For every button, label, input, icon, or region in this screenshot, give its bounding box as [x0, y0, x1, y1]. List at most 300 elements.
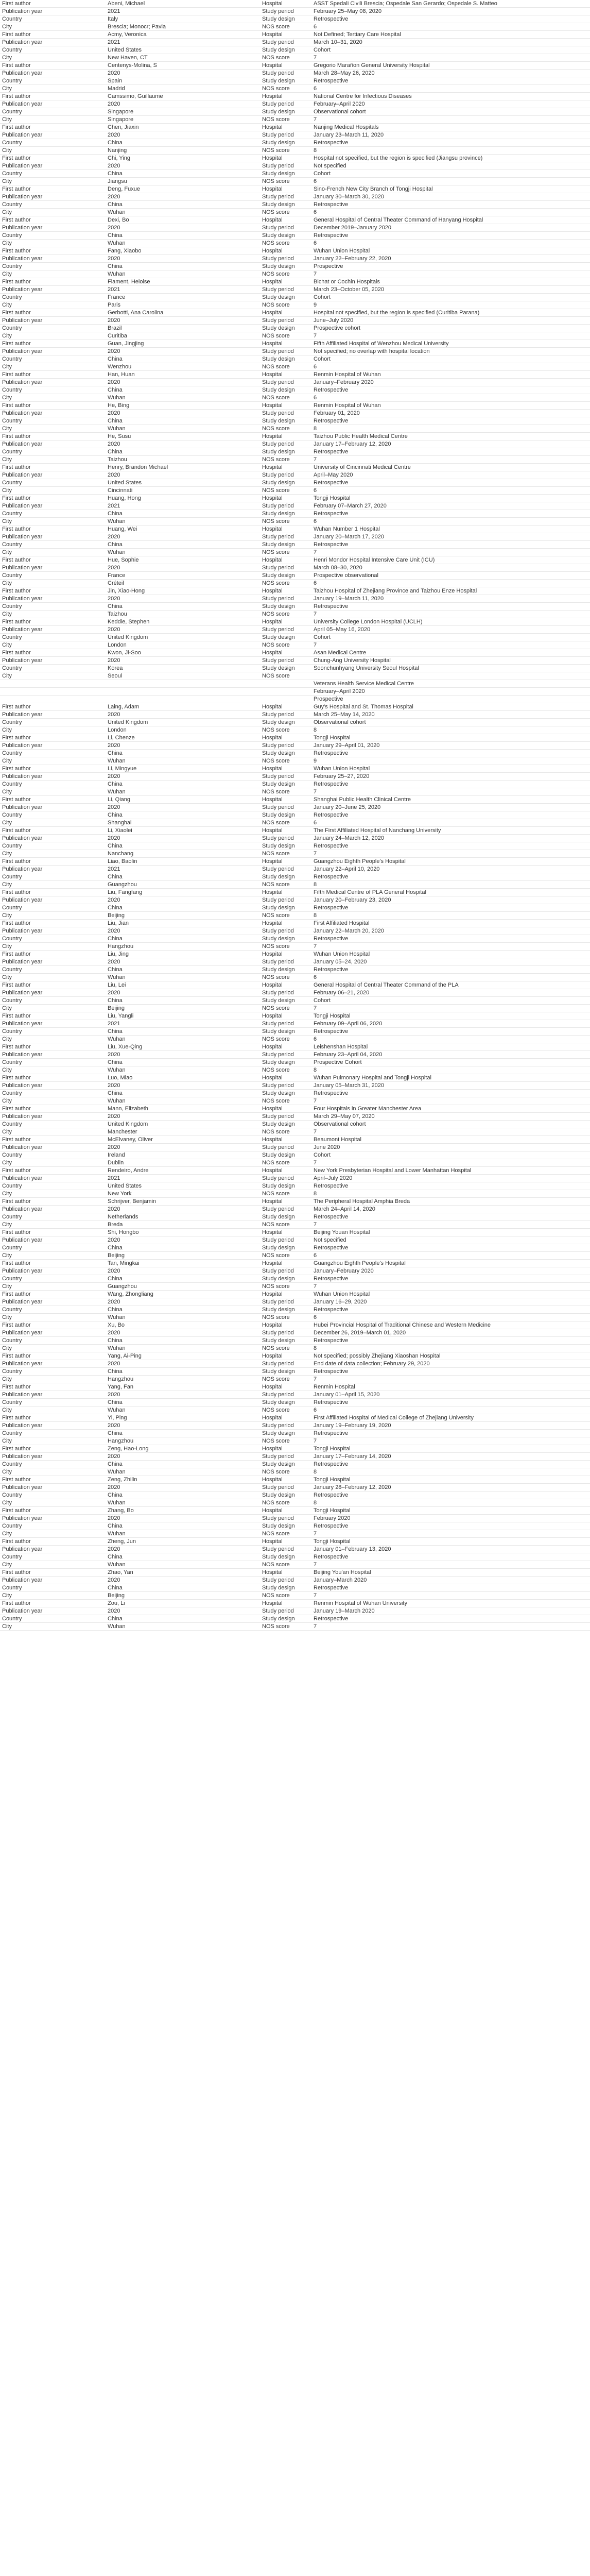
field-value: 2020: [106, 410, 260, 417]
field-label: Hospital: [260, 433, 311, 440]
field-label: NOS score: [260, 549, 311, 556]
field-label: Publication year: [0, 440, 106, 448]
field-value: 2020: [106, 1360, 260, 1368]
field-value: 2021: [106, 1020, 260, 1028]
table-row: [0, 1530, 590, 1538]
field-label: Study design: [260, 935, 311, 943]
field-label: Study period: [260, 1546, 311, 1553]
field-label: Publication year: [0, 1144, 106, 1151]
empty-cell: [0, 696, 106, 703]
table-row: [0, 15, 590, 23]
field-value: Renmin Hospital: [311, 1383, 590, 1391]
field-label: Hospital: [260, 1383, 311, 1391]
field-value: Liu, Xue-Qing: [106, 1043, 260, 1051]
field-value: China: [106, 1430, 260, 1437]
table-row: [0, 1136, 590, 1144]
table-row: [0, 77, 590, 85]
field-value: China: [106, 966, 260, 974]
field-value: Prospective: [311, 263, 590, 270]
field-value: Hue, Sophie: [106, 556, 260, 564]
field-label: Study design: [260, 479, 311, 487]
field-value: Retrospective: [311, 479, 590, 487]
field-value: Retrospective: [311, 386, 590, 394]
field-value: Liu, Yangli: [106, 1012, 260, 1020]
field-label: Publication year: [0, 1546, 106, 1553]
field-label: Study design: [260, 417, 311, 425]
field-value: China: [106, 603, 260, 611]
field-label: Publication year: [0, 379, 106, 386]
field-label: Publication year: [0, 1206, 106, 1213]
table-row: [0, 734, 590, 742]
field-label: Hospital: [260, 1569, 311, 1577]
field-value: February 2020: [311, 1515, 590, 1522]
empty-cell: [106, 680, 260, 688]
field-value: London: [106, 641, 260, 649]
field-value: Wuhan: [106, 1406, 260, 1414]
field-label: Hospital: [260, 1507, 311, 1515]
field-value: New York Presbyterian Hospital and Lower Manhattan Hospital: [311, 1167, 590, 1175]
table-row: [0, 595, 590, 603]
field-value: China: [106, 750, 260, 757]
field-label: Study design: [260, 1492, 311, 1499]
field-value: 2020: [106, 317, 260, 325]
field-label: City: [0, 974, 106, 981]
table-row: [0, 1577, 590, 1584]
field-label: Hospital: [260, 587, 311, 595]
field-label: Hospital: [260, 340, 311, 348]
field-value: January 19–February 19, 2020: [311, 1422, 590, 1430]
table-row: [0, 332, 590, 340]
field-value: 8: [311, 1190, 590, 1198]
field-value: He, Bing: [106, 402, 260, 410]
field-label: City: [0, 147, 106, 155]
field-value: Prospective cohort: [311, 325, 590, 332]
field-value: China: [106, 997, 260, 1005]
field-value: Wuhan: [106, 788, 260, 796]
field-value: 8: [311, 726, 590, 734]
field-label: Study period: [260, 1515, 311, 1522]
field-value: Fifth Affiliated Hospital of Wenzhou Medical University: [311, 340, 590, 348]
field-label: First author: [0, 340, 106, 348]
field-label: Publication year: [0, 70, 106, 77]
field-value: Renmin Hospital of Wuhan: [311, 371, 590, 379]
field-value: Zou, Li: [106, 1600, 260, 1607]
field-value: Prospective Cohort: [311, 1059, 590, 1066]
field-value: Hangzhou: [106, 943, 260, 951]
field-label: Publication year: [0, 1175, 106, 1182]
field-label: City: [0, 1406, 106, 1414]
field-label: Study period: [260, 8, 311, 15]
field-label: Hospital: [260, 464, 311, 471]
table-row: [0, 1476, 590, 1484]
field-label: Study design: [260, 1182, 311, 1190]
field-value: Wuhan: [106, 974, 260, 981]
field-label: Hospital: [260, 649, 311, 657]
field-label: First author: [0, 1260, 106, 1267]
table-row: [0, 464, 590, 471]
table-row: [0, 750, 590, 757]
field-label: First author: [0, 556, 106, 564]
table-row: [0, 1507, 590, 1515]
field-value: 7: [311, 1283, 590, 1291]
field-value: National Centre for Infectious Diseases: [311, 93, 590, 100]
field-label: Study period: [260, 742, 311, 750]
field-value: Tongji Hospital: [311, 1012, 590, 1020]
field-label: Country: [0, 1461, 106, 1468]
field-label: City: [0, 270, 106, 278]
field-value: 2020: [106, 1298, 260, 1306]
table-row: [0, 402, 590, 410]
field-value: Beijing: [106, 1005, 260, 1012]
field-label: Study period: [260, 1113, 311, 1121]
field-value: 7: [311, 1376, 590, 1383]
table-row: [0, 1445, 590, 1453]
table-row: [0, 1121, 590, 1128]
field-label: First author: [0, 247, 106, 255]
field-value: 6: [311, 363, 590, 371]
field-value: China: [106, 1553, 260, 1561]
field-value: China: [106, 201, 260, 209]
field-label: Country: [0, 904, 106, 912]
field-label: Study period: [260, 1391, 311, 1399]
field-value: 2020: [106, 1082, 260, 1090]
field-label: Study design: [260, 1522, 311, 1530]
table-row: [0, 278, 590, 286]
field-value: Wuhan: [106, 209, 260, 216]
field-value: January–February 2020: [311, 379, 590, 386]
field-label: City: [0, 788, 106, 796]
field-value: February 06–21, 2020: [311, 989, 590, 997]
field-value: Zheng, Jun: [106, 1538, 260, 1546]
field-label: Hospital: [260, 889, 311, 896]
table-row: [0, 835, 590, 842]
field-label: Hospital: [260, 1043, 311, 1051]
field-value: Leishenshan Hospital: [311, 1043, 590, 1051]
field-label: Country: [0, 1306, 106, 1314]
field-value: 2020: [106, 1391, 260, 1399]
table-row: [0, 1298, 590, 1306]
table-row-continuation: [0, 680, 590, 688]
field-value: Guangzhou Eighth People's Hospital: [311, 1260, 590, 1267]
field-value: 6: [311, 1036, 590, 1043]
field-label: Publication year: [0, 1577, 106, 1584]
field-value: 2020: [106, 1051, 260, 1059]
field-value: China: [106, 904, 260, 912]
field-value: Sino-French New City Branch of Tongji Hospital: [311, 185, 590, 193]
field-label: Publication year: [0, 39, 106, 46]
field-label: Country: [0, 1244, 106, 1252]
field-value: 2020: [106, 1329, 260, 1337]
table-row: [0, 1105, 590, 1113]
field-value: Ireland: [106, 1151, 260, 1159]
field-label: Country: [0, 325, 106, 332]
table-row: [0, 1097, 590, 1105]
field-value: End date of data collection; February 29, 2020: [311, 1360, 590, 1368]
field-label: NOS score: [260, 54, 311, 62]
field-value: January 22–March 20, 2020: [311, 927, 590, 935]
field-value: January 19–March 11, 2020: [311, 595, 590, 603]
table-row: [0, 1128, 590, 1136]
table-row: [0, 974, 590, 981]
table-row: [0, 804, 590, 811]
field-value: New York: [106, 1190, 260, 1198]
field-value: Cohort: [311, 997, 590, 1005]
table-row: [0, 773, 590, 781]
table-row: [0, 649, 590, 657]
field-label: First author: [0, 1414, 106, 1422]
field-value: 7: [311, 456, 590, 464]
table-row: [0, 131, 590, 139]
table-row: [0, 502, 590, 510]
field-value: China: [106, 541, 260, 549]
field-value: Chung-Ang University Hospital: [311, 657, 590, 665]
field-label: Hospital: [260, 1414, 311, 1422]
field-label: Country: [0, 572, 106, 580]
field-value: Cohort: [311, 294, 590, 301]
table-row: [0, 185, 590, 193]
field-value: China: [106, 263, 260, 270]
field-label: Hospital: [260, 1321, 311, 1329]
field-value: 2020: [106, 1546, 260, 1553]
field-value: 7: [311, 1221, 590, 1229]
table-row: [0, 1206, 590, 1213]
table-row: [0, 711, 590, 719]
field-value: Tongji Hospital: [311, 495, 590, 502]
field-value: 7: [311, 850, 590, 858]
field-value: Retrospective: [311, 1275, 590, 1283]
field-value: February 25–May 08, 2020: [311, 8, 590, 15]
field-label: Country: [0, 781, 106, 788]
field-value: January 05–March 31, 2020: [311, 1082, 590, 1090]
field-label: First author: [0, 889, 106, 896]
table-row: [0, 1074, 590, 1082]
field-label: Hospital: [260, 1538, 311, 1546]
field-value: Shanghai Public Health Clinical Centre: [311, 796, 590, 804]
field-value: 7: [311, 943, 590, 951]
field-value: 6: [311, 178, 590, 185]
field-label: Study design: [260, 1584, 311, 1592]
field-label: Study design: [260, 1028, 311, 1036]
table-row: [0, 1213, 590, 1221]
field-value: Wuhan: [106, 1561, 260, 1569]
field-value: Soonchunhyang University Seoul Hospital: [311, 665, 590, 672]
field-value: General Hospital of Central Theater Command of Hanyang Hospital: [311, 216, 590, 224]
field-label: NOS score: [260, 425, 311, 433]
field-value: Retrospective: [311, 1182, 590, 1190]
field-label: Country: [0, 1182, 106, 1190]
field-label: First author: [0, 278, 106, 286]
field-value: Hospital not specified, but the region is specified (Curitiba Parana): [311, 309, 590, 317]
field-label: NOS score: [260, 1406, 311, 1414]
field-value: Taizhou Hospital of Zhejiang Province and Taizhou Enze Hospital: [311, 587, 590, 595]
empty-cell: [260, 680, 311, 688]
field-label: NOS score: [260, 85, 311, 93]
table-row: [0, 1028, 590, 1036]
field-label: Country: [0, 108, 106, 116]
field-label: NOS score: [260, 1499, 311, 1507]
field-label: Study period: [260, 1453, 311, 1461]
field-label: Study period: [260, 866, 311, 873]
table-row: [0, 1175, 590, 1182]
field-value: Wuhan: [106, 1468, 260, 1476]
field-label: Study period: [260, 1236, 311, 1244]
field-label: Study design: [260, 997, 311, 1005]
field-value: February–April 2020: [311, 688, 590, 696]
table-row: [0, 100, 590, 108]
field-label: NOS score: [260, 881, 311, 889]
field-label: Publication year: [0, 502, 106, 510]
field-value: 2020: [106, 533, 260, 541]
field-value: Brazil: [106, 325, 260, 332]
field-label: Country: [0, 1151, 106, 1159]
table-row: [0, 1182, 590, 1190]
field-value: Wang, Zhongliang: [106, 1291, 260, 1298]
field-value: 7: [311, 788, 590, 796]
field-label: Study period: [260, 835, 311, 842]
field-value: 8: [311, 912, 590, 920]
field-value: 8: [311, 1468, 590, 1476]
table-row: [0, 394, 590, 402]
field-label: NOS score: [260, 672, 311, 680]
field-value: Retrospective: [311, 842, 590, 850]
field-label: Study period: [260, 379, 311, 386]
field-label: City: [0, 943, 106, 951]
table-row: [0, 1321, 590, 1329]
field-label: City: [0, 819, 106, 827]
table-row: [0, 641, 590, 649]
field-value: 6: [311, 1252, 590, 1260]
field-value: China: [106, 1028, 260, 1036]
field-value: 2020: [106, 657, 260, 665]
table-row: [0, 1422, 590, 1430]
field-value: Gerbotti, Ana Carolina: [106, 309, 260, 317]
field-label: Study design: [260, 873, 311, 881]
field-label: Study design: [260, 1213, 311, 1221]
table-row: [0, 1229, 590, 1236]
field-label: First author: [0, 309, 106, 317]
field-label: Publication year: [0, 1329, 106, 1337]
table-row: [0, 155, 590, 162]
table-row: [0, 201, 590, 209]
table-row: [0, 216, 590, 224]
field-label: NOS score: [260, 1252, 311, 1260]
field-label: Hospital: [260, 309, 311, 317]
field-label: NOS score: [260, 757, 311, 765]
field-value: 2020: [106, 1267, 260, 1275]
field-label: First author: [0, 1074, 106, 1082]
field-label: City: [0, 1159, 106, 1167]
field-value: Retrospective: [311, 77, 590, 85]
field-label: Publication year: [0, 348, 106, 355]
field-value: January–February 2020: [311, 1267, 590, 1275]
field-label: Country: [0, 1584, 106, 1592]
field-label: Study design: [260, 1399, 311, 1406]
field-label: Hospital: [260, 1167, 311, 1175]
field-value: General Hospital of Central Theater Command of the PLA: [311, 981, 590, 989]
field-label: City: [0, 54, 106, 62]
table-row: [0, 1244, 590, 1252]
field-label: Publication year: [0, 1453, 106, 1461]
field-value: Yi, Ping: [106, 1414, 260, 1422]
field-label: Hospital: [260, 703, 311, 711]
field-value: 2020: [106, 989, 260, 997]
field-label: Country: [0, 1337, 106, 1345]
field-label: City: [0, 85, 106, 93]
field-value: Shi, Hongbo: [106, 1229, 260, 1236]
field-label: Study design: [260, 1059, 311, 1066]
table-row: [0, 1337, 590, 1345]
table-row: [0, 1515, 590, 1522]
table-row: [0, 703, 590, 711]
field-value: 7: [311, 1005, 590, 1012]
field-label: City: [0, 580, 106, 587]
table-row: [0, 1005, 590, 1012]
field-value: China: [106, 1059, 260, 1066]
field-label: Study design: [260, 139, 311, 147]
field-value: New Haven, CT: [106, 54, 260, 62]
field-label: Study design: [260, 46, 311, 54]
field-value: Retrospective: [311, 510, 590, 518]
table-row: [0, 927, 590, 935]
field-value: Retrospective: [311, 541, 590, 549]
field-value: Observational cohort: [311, 1121, 590, 1128]
field-label: Study period: [260, 162, 311, 170]
field-label: Country: [0, 873, 106, 881]
field-label: City: [0, 178, 106, 185]
field-label: Hospital: [260, 1476, 311, 1484]
field-value: 2020: [106, 1113, 260, 1121]
field-value: 2020: [106, 379, 260, 386]
field-value: Retrospective: [311, 1090, 590, 1097]
field-label: Publication year: [0, 1020, 106, 1028]
field-label: Publication year: [0, 1051, 106, 1059]
table-row: [0, 456, 590, 464]
field-value: Wuhan: [106, 1036, 260, 1043]
table-row: [0, 309, 590, 317]
field-label: Country: [0, 541, 106, 549]
field-value: Observational cohort: [311, 108, 590, 116]
field-value: Four Hospitals in Greater Manchester Area: [311, 1105, 590, 1113]
field-value: Not specified; no overlap with hospital location: [311, 348, 590, 355]
empty-cell: [106, 696, 260, 703]
field-value: Han, Huan: [106, 371, 260, 379]
field-label: City: [0, 1221, 106, 1229]
field-value: 2021: [106, 39, 260, 46]
field-value: Taizhou: [106, 456, 260, 464]
table-row: [0, 31, 590, 39]
field-label: Publication year: [0, 1082, 106, 1090]
table-row: [0, 1252, 590, 1260]
field-label: Publication year: [0, 1360, 106, 1368]
field-value: China: [106, 1522, 260, 1530]
field-value: 2020: [106, 927, 260, 935]
field-value: First Affiliated Hospital of Medical College of Zhejiang University: [311, 1414, 590, 1422]
field-label: Study design: [260, 108, 311, 116]
table-row: [0, 425, 590, 433]
field-label: Publication year: [0, 1236, 106, 1244]
field-label: Hospital: [260, 0, 311, 8]
table-row: [0, 533, 590, 541]
field-value: Li, Chenze: [106, 734, 260, 742]
table-row: [0, 1376, 590, 1383]
table-row: [0, 765, 590, 773]
field-label: Study design: [260, 1151, 311, 1159]
field-label: Study design: [260, 811, 311, 819]
field-label: Country: [0, 139, 106, 147]
field-label: Publication year: [0, 224, 106, 232]
field-value: January 30–March 30, 2020: [311, 193, 590, 201]
field-label: NOS score: [260, 394, 311, 402]
